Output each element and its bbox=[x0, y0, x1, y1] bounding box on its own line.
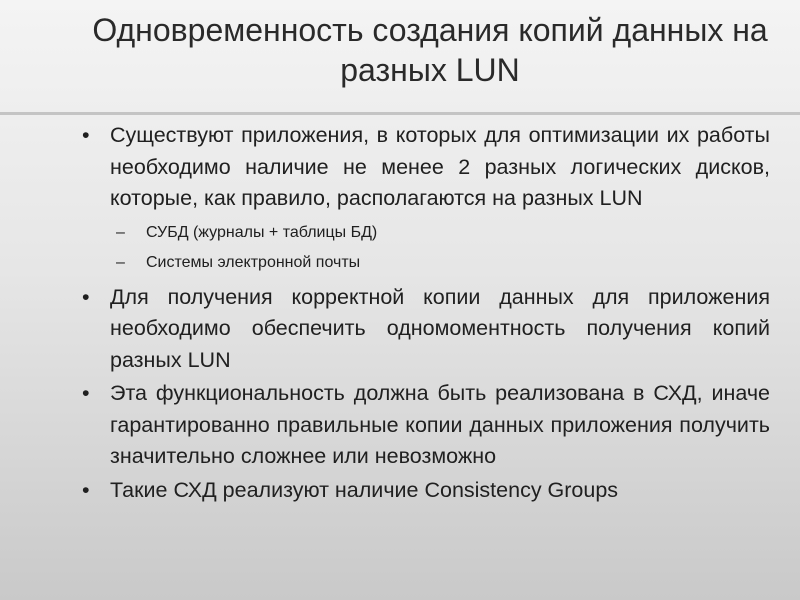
bullet-marker: • bbox=[82, 381, 90, 405]
bullet-list bbox=[82, 120, 770, 506]
title-divider bbox=[0, 112, 800, 115]
bullet-marker: • bbox=[82, 123, 90, 147]
bullet-item bbox=[82, 120, 770, 215]
sub-bullet-item bbox=[82, 248, 770, 278]
sub-bullet-text: СУБД (журналы + таблицы БД) bbox=[146, 223, 378, 241]
sub-bullet-marker: – bbox=[116, 253, 125, 271]
bullet-item bbox=[82, 378, 770, 473]
slide-title: Одновременность создания копий данных на разных LUN bbox=[92, 12, 768, 88]
bullet-item bbox=[82, 282, 770, 377]
bullet-text: Эта функциональность должна быть реализована в СХД, иначе гарантированно правильные копии данных приложения получить значительно сложнее или невозможно bbox=[110, 381, 770, 468]
bullet-item bbox=[82, 475, 770, 507]
bullet-text: Такие СХД реализуют наличие Consistency Groups bbox=[110, 477, 619, 502]
bullet-marker: • bbox=[82, 477, 90, 502]
sub-bullet-item bbox=[82, 218, 770, 248]
sub-bullet-text: Системы электронной почты bbox=[146, 253, 361, 271]
sub-bullet-marker: – bbox=[116, 223, 125, 241]
bullet-text: Существуют приложения, в которых для оптимизации их работы необходимо наличие не менее 2 разных логических дисков, которые, как правило, располагаются на разных LUN bbox=[110, 123, 770, 210]
sub-bullet-list bbox=[82, 218, 770, 278]
bullet-text: Для получения корректной копии данных для приложения необходимо обеспечить одномоментность получения копий разных LUN bbox=[110, 284, 770, 372]
bullet-marker: • bbox=[82, 284, 90, 309]
